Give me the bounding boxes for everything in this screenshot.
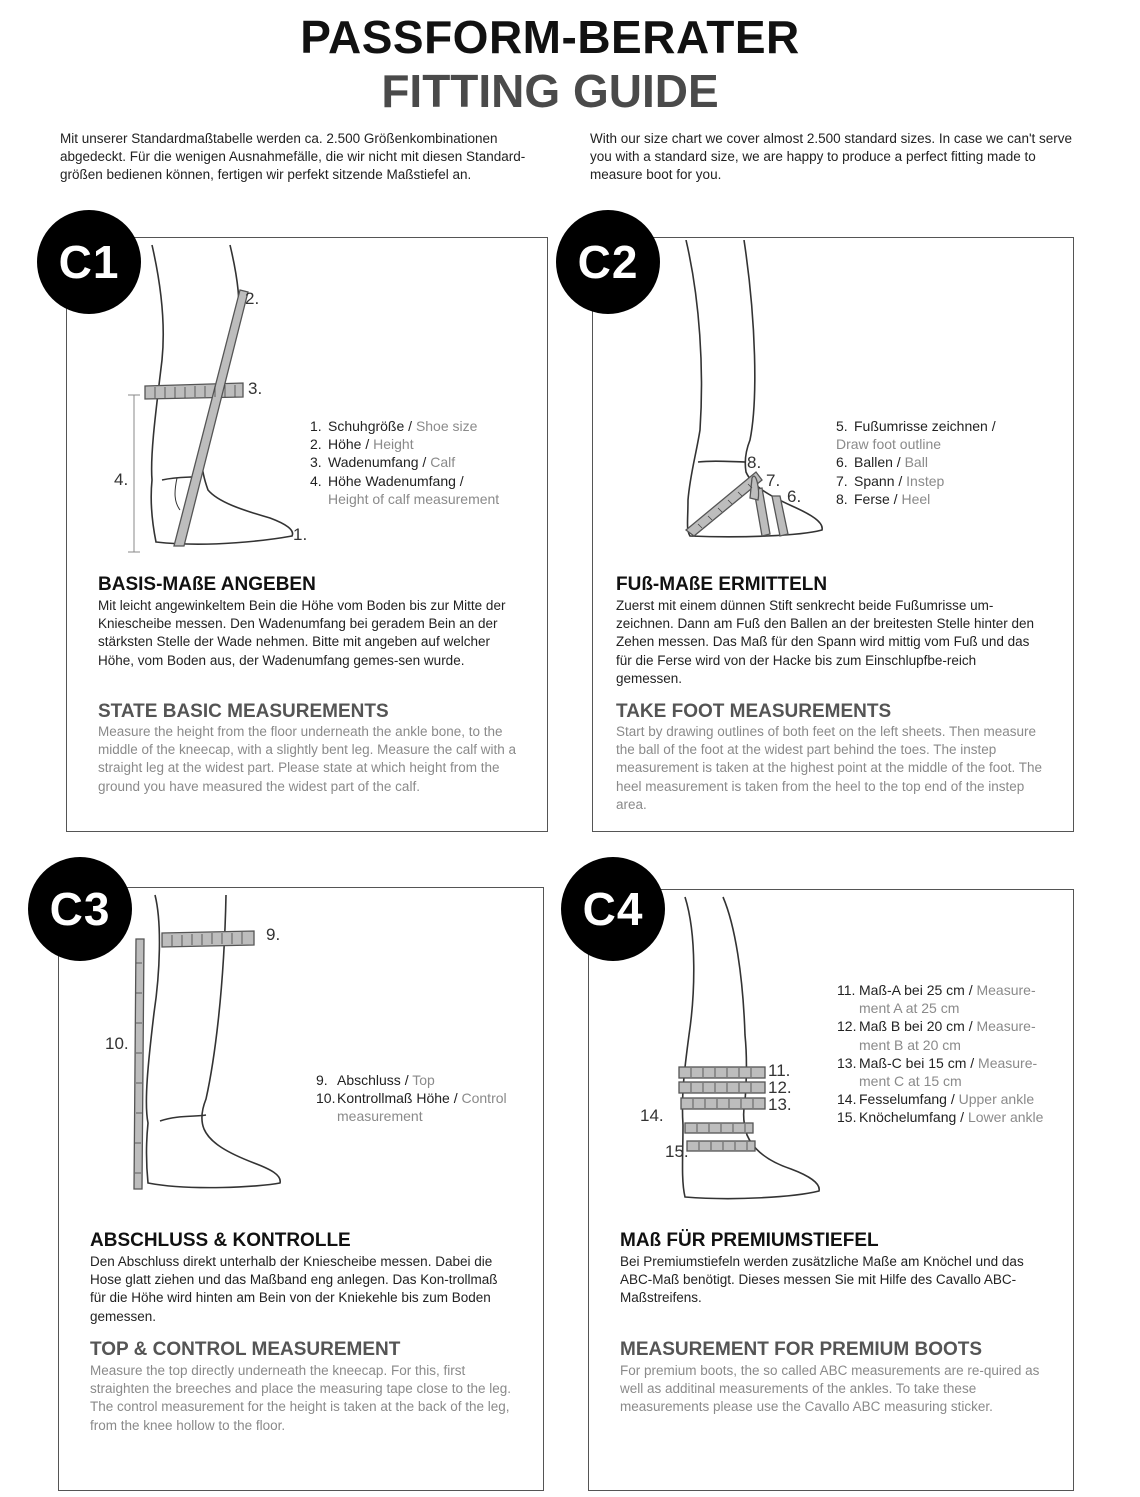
- c2-legend-item: 6. Ballen / Ball: [836, 454, 928, 471]
- c1-legend-item: 1. Schuhgröße / Shoe size: [310, 418, 478, 434]
- c3-legend-item: 9. Abschluss / Top: [316, 1072, 435, 1088]
- c3-marker-10: 10.: [105, 1034, 129, 1053]
- c1-marker-1: 1.: [293, 525, 308, 544]
- c3-heading-de: ABSCHLUSS & KONTROLLE: [90, 1230, 351, 1251]
- c2-legend-item: 7. Spann / Instep: [836, 472, 945, 489]
- c1-heading-en: STATE BASIC MEASUREMENTS: [98, 701, 389, 722]
- c1-text-de: Mit leicht angewinkeltem Bein die Höhe vom Boden bis zur Mitte der Kniescheibe messen. Den Wadenumfang bei geradem Bein an der stärksten Stelle der Wade nehmen. Bitte mit angeben auf welcher Höhe, vom Boden aus, der Wadenumfang gemes-sen wurde.: [98, 598, 506, 668]
- c2-marker-6: 6.: [787, 487, 802, 506]
- c1-leg-illustration: [100, 240, 330, 560]
- c4-text-en: For premium boots, the so called ABC measurements are re-quired as well as additinal measurements of the ankles. To take these measurements please use the Cavallo ABC measuring sticker.: [620, 1363, 1040, 1415]
- section-c2-badge: C2: [556, 210, 660, 314]
- c3-text-en: Measure the top directly underneath the kneecap. For this, first straighten the breeches and place the measuring tape close to the leg. The control measurement for the height is taken at the back of the leg, from the knee hollow to the floor.: [90, 1363, 512, 1433]
- c4-marker-11: 11.: [768, 1061, 791, 1080]
- c3-heading-en: TOP & CONTROL MEASUREMENT: [90, 1339, 401, 1360]
- c1-marker-2: 2.: [245, 289, 260, 308]
- c1-marker-3: 3.: [248, 379, 263, 398]
- c4-heading-de: MAß FÜR PREMIUMSTIEFEL: [620, 1230, 879, 1251]
- c2-legend-item: 5. Fußumrisse zeichnen / Draw foot outline: [836, 418, 996, 453]
- c4-marker-14: 14.: [640, 1106, 664, 1125]
- intro-text-de: Mit unserer Standardmaßtabelle werden ca. 2.500 Größenkombinationen abgedeckt. Für die wenigen Ausnahmefälle, die wir nicht mit diesen Standard-größen bedienen können, fertigen wir perfekt sitzende Maßstiefel an.: [60, 131, 526, 182]
- c2-heading-de: FUß-MAßE ERMITTELN: [616, 574, 828, 595]
- c4-legend-item: 15. Knöchelumfang / Lower ankle: [837, 1109, 1044, 1126]
- c3-marker-9: 9.: [266, 925, 281, 944]
- c2-text-de: Zuerst mit einem dünnen Stift senkrecht beide Fußumrisse um-zeichnen. Dann am Fuß den Ballen an der breitesten Stelle hinter den Zehen messen. Das Maß für den Spann wird mittig vom Fuß und das für die Ferse wird von der Hacke bis zum Einschlupfbe-reich gemessen.: [616, 598, 1035, 686]
- c1-legend: [310, 417, 540, 508]
- section-c4-badge: C4: [561, 857, 665, 961]
- c2-heading-en: TAKE FOOT MEASUREMENTS: [616, 701, 892, 722]
- c1-legend-item: 2. Höhe / Height: [310, 436, 414, 453]
- c4-legend-item: 11. Maß-A bei 25 cm / Measure-ment A at 25 cm: [837, 982, 1036, 1017]
- c1-legend-item: 3. Wadenumfang / Calf: [310, 454, 456, 471]
- c2-marker-7: 7.: [766, 471, 781, 490]
- c4-leg-illustration: [635, 895, 835, 1205]
- c2-legend-item: 8. Ferse / Heel: [836, 490, 931, 507]
- c2-legend: [836, 417, 1066, 508]
- intro-text-en: With our size chart we cover almost 2.500 standard sizes. In case we can't serve you with a standard size, we are happy to produce a perfect fitting made to measure boot for you.: [590, 131, 1073, 182]
- c4-heading-en: MEASUREMENT FOR PREMIUM BOOTS: [620, 1339, 983, 1360]
- c4-legend: [837, 981, 1062, 1127]
- c4-text-de: Bei Premiumstiefeln werden zusätzliche Maße am Knöchel und das ABC-Maß benötigt. Dieses messen Sie mit Hilfe des Cavallo ABC-Maßstreifens.: [620, 1254, 1024, 1306]
- c4-marker-13: 13.: [768, 1095, 792, 1114]
- c4-legend-item: 13. Maß-C bei 15 cm / Measure-ment C at 15 cm: [837, 1054, 1038, 1090]
- c4-legend-item: 12. Maß B bei 20 cm / Measure-ment B at 20 cm: [837, 1018, 1036, 1053]
- c3-leg-illustration: [100, 893, 300, 1203]
- c3-legend: [316, 1071, 536, 1126]
- c2-foot-illustration: [660, 240, 840, 540]
- c1-marker-4: 4.: [114, 470, 129, 489]
- c4-marker-15: 15.: [665, 1142, 689, 1161]
- c1-legend-item: 4. Höhe Wadenumfang / Height of calf measurement: [310, 472, 500, 507]
- c4-legend-item: 14. Fesselumfang / Upper ankle: [837, 1091, 1035, 1108]
- c1-heading-de: BASIS-MAßE ANGEBEN: [98, 574, 316, 595]
- c2-text-en: Start by drawing outlines of both feet on the left sheets. Then measure the ball of the foot at the widest part behind the toes. The instep measurement is taken at the highest point at the middle of the foot. The heel measurement is taken from the heel to the top end of the instep area.: [616, 724, 1043, 812]
- c4-marker-12: 12.: [768, 1078, 792, 1097]
- c3-text-de: Den Abschluss direkt unterhalb der Kniescheibe messen. Dabei die Hose glatt ziehen und das Maßband eng anlegen. Das Kon-trollmaß für die Höhe wird hinten am Bein von der Kniekehle bis zum Boden gemessen.: [90, 1254, 498, 1324]
- c2-marker-8: 8.: [747, 453, 762, 472]
- c3-legend-item: 10. Kontrollmaß Höhe / Control measurement: [316, 1090, 507, 1125]
- section-c1-badge: C1: [37, 210, 141, 314]
- section-c3-badge: C3: [28, 857, 132, 961]
- c1-text-en: Measure the height from the floor underneath the ankle bone, to the middle of the kneecap, with a slightly bent leg. Measure the calf with a straight leg at the widest part. Please state at which height from the ground you have measured the widest part of the calf.: [98, 724, 516, 794]
- page-title: PASSFORM-BERATER: [300, 11, 800, 63]
- page-subtitle: FITTING GUIDE: [381, 65, 719, 117]
